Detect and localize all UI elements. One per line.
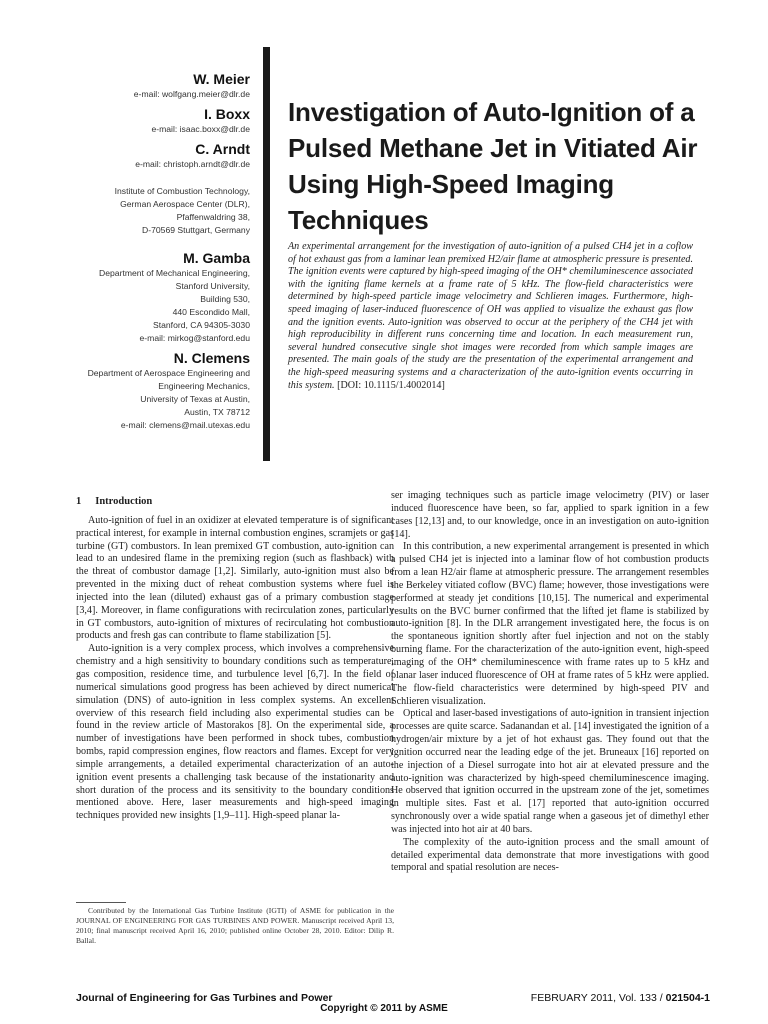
abstract: [288, 241, 693, 392]
paragraph: In this contribution, a new experimental arrangement is presented in which a pulsed CH4 jet is injected into a laminar flow of hot combustion products from a lean H2/air flame at atmospheric pressure. The arrangement resembles the Berkeley vitiated coflow (BVC) flame; however, those investigations were performed at steady jet conditions [10,15]. The numerical and experimental results on the BVC burner confirmed that the lifted jet flame is stabilized by auto-ignition [8]. In the DLR arrangement investigated here, the focus is on the spontaneous ignition shortly after fuel injection and not on the stably burning flame. For the characterization of the auto-ignition event, high-speed imaging of the OH* chemiluminescence with frame rates up to 5 kHz and planar laser induced fluorescence of OH at frame rates of 5 kHz were applied. The flow-field characteristics were determined by high-speed PIV and Schlieren visualization.: [391, 541, 709, 707]
author-detail-line: German Aerospace Center (DLR),: [120, 199, 250, 209]
author-detail-line: Department of Mechanical Engineering,: [99, 268, 250, 278]
section-title: Introduction: [95, 496, 153, 507]
paragraph: Auto-ignition of fuel in an oxidizer at elevated temperature is of significant practical interest, for example in internal combustion engines, scramjets or gas turbine (GT) combustors. In lean premixed GT combustion, auto-ignition can lead to an undesired flame in the premixing region (such as flashback) with the threat of combustor damage [1,2]. Similarly, auto-ignition must also be prevented in the mixing duct of reheat combustion systems where fuel is injected into the lean (diluted) exhaust gas of a primary combustion stage [3,4]. Moreover, in flame configurations with recirculation zones, particularly in GT combustors, auto-ignition of mixtures of recirculating hot combustion products and fresh gas can contribute to flame stabilization [5].: [76, 514, 394, 642]
author-entry: [80, 70, 250, 101]
author-name: C. Arndt: [195, 141, 250, 157]
paragraph: Optical and laser-based investigations of auto-ignition in transient injection processes are quite scarce. Sadanandan et al. [14] investigated the ignition of a hydrogen/air mixture by a jet of hot exhaust gas. They found out that the ignition occurred near the leading edge of the jet. Bruneaux [16] reported on the injection of a Diesel surrogate into hot air at elevated pressure and the auto-ignition was characterized by high-speed chemiluminescence imaging. He observed that ignition occurred in the upstream zone of the jet, sometimes in multiple sites. Fast et al. [17] reported that auto-ignition occurred synchronously over a wide spatial range when a gaseous jet of dimethyl ether was injected into hot air at 40 bars.: [391, 708, 709, 835]
author-entry: [80, 349, 250, 432]
affiliation: [80, 185, 250, 237]
copyright: Copyright © 2011 by ASME: [320, 1003, 448, 1014]
author-detail-line: e-mail: mirkog@stanford.edu: [139, 333, 250, 343]
author-detail-line: Stanford, CA 94305-3030: [153, 320, 250, 330]
issue-date-volume: FEBRUARY 2011, Vol. 133: [530, 992, 657, 1004]
author-name: M. Gamba: [183, 250, 250, 266]
paper-title: Investigation of Auto-Ignition of a Pulsed Methane Jet in Vitiated Air Using High-Speed Imaging Techniques: [288, 97, 698, 235]
author-detail-line: Austin, TX 78712: [184, 407, 250, 417]
author-entry: [80, 140, 250, 171]
author-detail-line: Building 530,: [200, 294, 250, 304]
author-entry: [80, 249, 250, 345]
author-entry: [80, 105, 250, 136]
issue-separator: /: [656, 992, 666, 1004]
right-column: [391, 490, 709, 875]
paragraph: The complexity of the auto-ignition process and the small amount of detailed experimental data demonstrate that more investigations with good temporal and spatial resolution are neces-: [391, 836, 709, 874]
page-number: 021504-1: [665, 992, 710, 1004]
author-detail-line: D-70569 Stuttgart, Germany: [142, 225, 250, 235]
author-detail-line: Pfaffenwaldring 38,: [176, 212, 250, 222]
section-number: 1: [76, 496, 82, 507]
author-block: [80, 70, 250, 436]
author-name: W. Meier: [193, 71, 250, 87]
author-detail-line: e-mail: isaac.boxx@dlr.de: [151, 124, 250, 134]
footnote-rule: [76, 902, 126, 903]
author-detail-line: e-mail: christoph.arndt@dlr.de: [135, 159, 250, 169]
footnote: Contributed by the International Gas Turbine Institute (IGTI) of ASME for publication in the JOURNAL OF ENGINEERING FOR GAS TURBINES AND POWER. Manuscript received April 13, 2010; final manuscript received April 16, 2010; published online October 28, 2010. Editor: Dilip R. Ballal.: [76, 906, 394, 945]
section-heading: [76, 496, 394, 509]
title-vertical-rule: [263, 47, 270, 461]
author-detail-line: Department of Aerospace Engineering and: [87, 368, 250, 378]
journal-name: Journal of Engineering for Gas Turbines and Power: [76, 992, 333, 1004]
author-name: I. Boxx: [204, 106, 250, 122]
author-detail-line: Engineering Mechanics,: [158, 381, 250, 391]
left-column: [76, 496, 394, 823]
author-detail-line: 440 Escondido Mall,: [172, 307, 250, 317]
author-detail-line: Stanford University,: [175, 281, 250, 291]
author-name: N. Clemens: [173, 350, 250, 366]
author-detail-line: e-mail: wolfgang.meier@dlr.de: [133, 89, 250, 99]
paragraph: Auto-ignition is a very complex process, which involves a comprehensive chemistry and a high sensitivity to boundary conditions such as temperature, gas composition, residence time, and turbulence level [6,7]. In the field of numerical simulations good progress has been achieved by direct numerical simulation (DNS) of auto-ignition in less complex systems. An excellent overview of this research field including also experimental studies can be found in the review article of Mastorakos [8]. On the experimental side, a number of investigations have been performed in shock tubes, combustion bombs, rapid compression engines, flow reactors and flames. Except for very simple arrangements, a detailed experimental characterization of an auto-ignition event presents a challenging task because of the instationarity and short duration of the process and its sensitivity to the boundary conditions mentioned above. Here, laser measurements and high-speed imaging techniques provided new insights [1,9–11]. High-speed planar la-: [76, 643, 394, 822]
author-detail-line: e-mail: clemens@mail.utexas.edu: [120, 420, 250, 430]
abstract-text: An experimental arrangement for the investigation of auto-ignition of a pulsed CH4 jet in a coflow of hot exhaust gas from a laminar lean premixed H2/air flame at atmospheric pressure is presented. The ignition events were captured by high-speed imaging of the OH* chemiluminescence associated with the igniting flame kernels at a frame rate of 5 kHz. The flow-field characteristics were determined by high-speed particle image velocimetry and Schlieren images. Furthermore, high-speed imaging of laser-induced fluorescence of OH was applied to visualize the exhaust gas flow and the ignition events. Auto-ignition was observed to occur at the periphery of the CH4 jet with high reproducibility in different runs concerning time and location. In each measurement run, several hundred consecutive single shot images were recorded from which sample images are presented. The main goals of the study are the presentation of the experimental arrangement and the high-speed measuring systems and a characterization of the auto-ignition events occurring in this system.: [288, 241, 693, 391]
paragraph: ser imaging techniques such as particle image velocimetry (PIV) or laser induced fluorescence have been, so far, applied to spark ignition in a few cases [12,13] and, to our knowledge, once in an investigation on auto-ignition [14].: [391, 490, 709, 540]
author-detail-line: University of Texas at Austin,: [140, 394, 250, 404]
doi: [DOI: 10.1115/1.4002014]: [337, 379, 445, 391]
author-detail-line: Institute of Combustion Technology,: [114, 186, 250, 196]
